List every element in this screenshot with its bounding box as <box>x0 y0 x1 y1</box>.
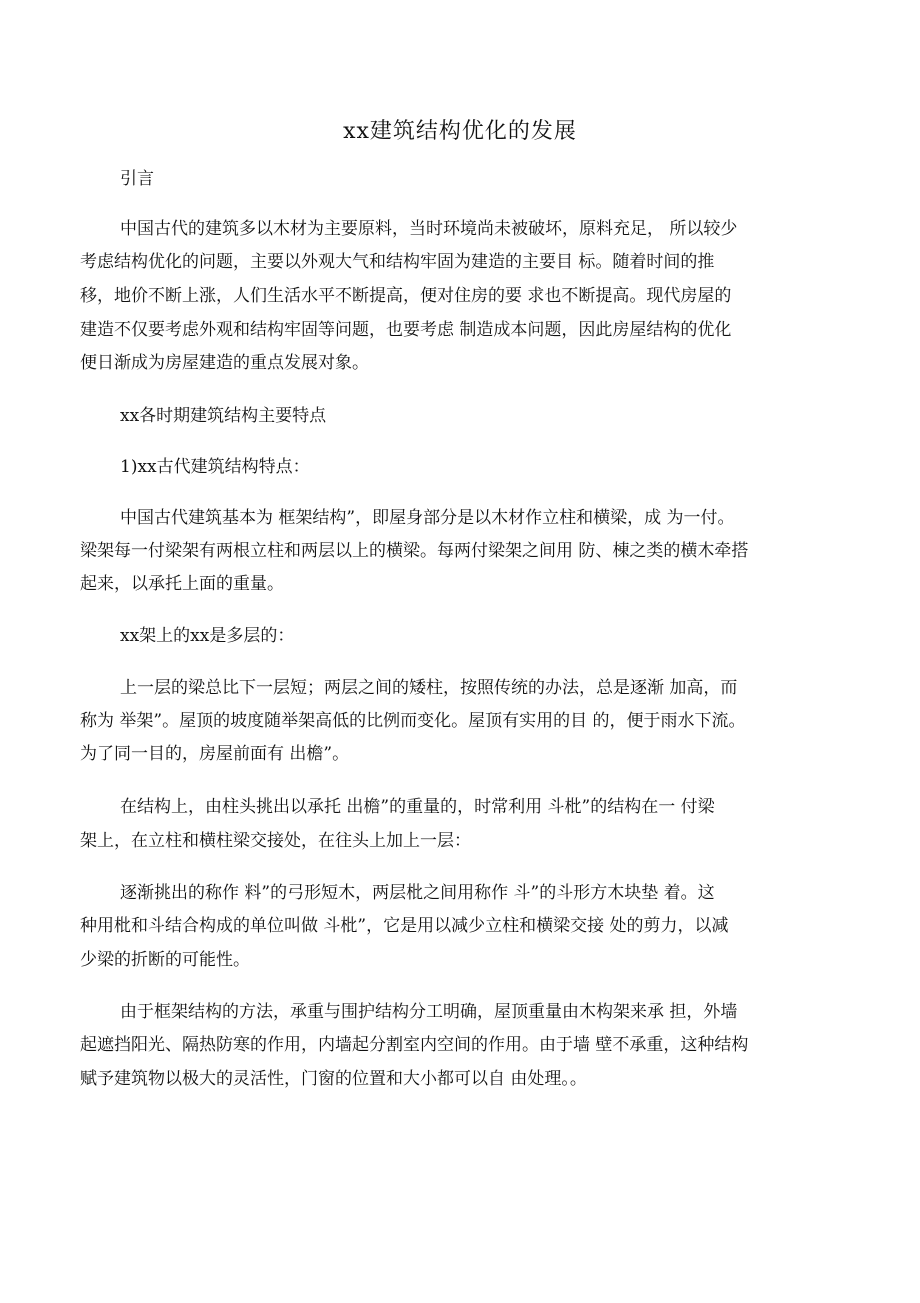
text-line: 中国古代建筑基本为 框架结构”，即屋身部分是以木材作立柱和横梁，成 为一付。 <box>120 508 735 528</box>
document-title: xx建筑结构优化的发展 <box>343 119 577 144</box>
text-line: 在结构上，由柱头挑出以承托 出檐”的重量的，时常利用 斗枇”的结构在一 付梁 <box>120 797 715 817</box>
text-line: 种用枇和斗结合构成的单位叫做 斗枇”，它是用以减少立柱和横梁交接 处的剪力，以减 <box>80 916 729 936</box>
intro-heading: 引言 <box>120 169 154 189</box>
text-line: 考虑结构优化的问题，主要以外观大气和结构牢固为建造的主要目 标。随着时间的推 <box>80 252 715 272</box>
text-line: 由于框架结构的方法，承重与围护结构分工明确，屋顶重量由木构架来承 担，外墙 <box>120 1002 738 1022</box>
subsection-heading: 1)xx古代建筑结构特点： <box>120 457 310 477</box>
text-line: 建造不仅要考虑外观和结构牢固等问题，也要考虑 制造成本问题，因此房屋结构的优化 <box>80 320 732 340</box>
section-heading: xx各时期建筑结构主要特点 <box>120 406 327 426</box>
text-line: 上一层的梁总比下一层短；两层之间的矮柱，按照传统的办法，总是逐渐 加高，而 <box>120 678 738 698</box>
text-line: 便日渐成为房屋建造的重点发展对象。 <box>80 353 369 373</box>
text-line: 少梁的折断的可能性。 <box>80 950 250 970</box>
text-line: 移，地价不断上涨，人们生活水平不断提高，便对住房的要 求也不断提高。现代房屋的 <box>80 286 732 306</box>
text-line: 中国古代的建筑多以木材为主要原料，当时环境尚未被破坏，原料充足， 所以较少 <box>120 219 738 239</box>
text-line: 起遮挡阳光、隔热防寒的作用，内墙起分割室内空间的作用。由于墙 壁不承重，这种结构 <box>80 1035 749 1055</box>
text-line: 梁架每一付梁架有两根立柱和两层以上的横梁。每两付梁架之间用 防、棟之类的横木牵搭 <box>80 541 749 561</box>
text-line: 起来，以承托上面的重量。 <box>80 574 284 594</box>
text-line: 架上，在立柱和横柱梁交接处，在往头上加上一层： <box>80 831 471 851</box>
text-line: 赋予建筑物以极大的灵活性，门窗的位置和大小都可以自 由处理。。 <box>80 1069 587 1089</box>
text-line: 逐渐挑出的称作 料”的弓形短木，两层枇之间用称作 斗”的斗形方木块垫 着。这 <box>120 883 715 903</box>
paragraph-heading: xx架上的xx是多层的： <box>120 626 295 646</box>
text-line: 为了同一目的，房屋前面有 出檐”。 <box>80 744 350 764</box>
text-line: 称为 举架”。屋顶的坡度随举架高低的比例而变化。屋顶有实用的目 的，便于雨水下流。 <box>80 711 746 731</box>
